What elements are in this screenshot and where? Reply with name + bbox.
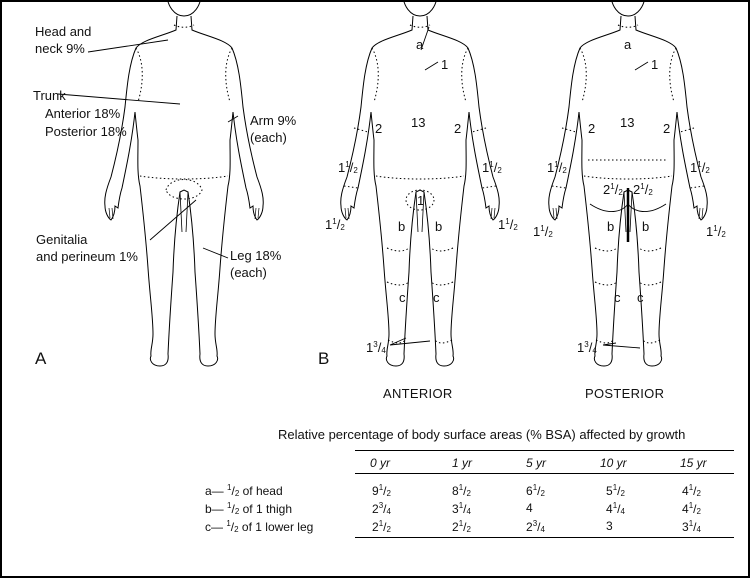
ant-leg-left-c: c — [399, 290, 406, 305]
ant-thigh-right-b: b — [435, 219, 443, 234]
post-buttock-left: $2^1/_2$ — [603, 182, 623, 197]
ant-upper-arm-left: 2 — [375, 121, 383, 136]
ant-forearm-right: $1^1/_2$ — [482, 160, 502, 175]
post-neck-1: 1 — [651, 57, 659, 72]
table-bottom-rule — [355, 537, 734, 538]
table-header-rule — [355, 473, 734, 474]
col-header-10yr: 10 yr — [600, 456, 627, 470]
arm-label-line2: (each) — [250, 130, 287, 145]
post-head-a: a — [624, 37, 632, 52]
post-forearm-right: $1^1/_2$ — [690, 160, 710, 175]
genitalia-label-line1: Genitalia — [36, 232, 88, 247]
post-hand-right: $1^1/_2$ — [706, 224, 726, 239]
ant-upper-arm-right: 2 — [454, 121, 462, 136]
panel-b-letter: B — [318, 349, 330, 368]
head-neck-label-line1: Head and — [35, 24, 92, 39]
post-upper-arm-right: 2 — [663, 121, 671, 136]
cell-c-0yr: $2^1/_2$ — [372, 519, 391, 534]
post-leg-right-c: c — [637, 290, 644, 305]
row-label-c: c— $^1/_2$ of 1 lower leg — [205, 519, 314, 534]
row-label-a: a— $^1/_2$ of head — [205, 483, 283, 498]
ant-head-a: a — [416, 37, 424, 52]
body-figure-a — [105, 0, 264, 366]
ant-trunk-13: 13 — [411, 115, 426, 130]
anterior-label: ANTERIOR — [383, 386, 453, 401]
post-thigh-left-b: b — [607, 219, 615, 234]
cell-b-15yr: $4^1/_2$ — [682, 501, 701, 516]
arm-label-line1: Arm 9% — [250, 113, 297, 128]
body-figure-anterior — [341, 0, 500, 366]
trunk-label: Trunk — [33, 88, 66, 103]
post-leg-left-c: c — [614, 290, 621, 305]
cell-b-1yr: $3^1/_4$ — [452, 501, 471, 516]
ant-leg-right-c: c — [433, 290, 440, 305]
post-trunk-13: 13 — [620, 115, 635, 130]
post-upper-arm-left: 2 — [588, 121, 596, 136]
cell-a-0yr: $9^1/_2$ — [372, 483, 391, 498]
cell-b-10yr: $4^1/_4$ — [606, 501, 625, 516]
table-title: Relative percentage of body surface areas (% BSA) affected by growth — [278, 427, 686, 442]
leg-label-line2: (each) — [230, 265, 267, 280]
ant-genitalia-1: 1 — [417, 193, 425, 208]
cell-a-15yr: $4^1/_2$ — [682, 483, 701, 498]
leader-lines-a — [58, 40, 238, 258]
cell-a-1yr: $8^1/_2$ — [452, 483, 471, 498]
post-hand-left: $1^1/_2$ — [533, 224, 553, 239]
posterior-label: POSTERIOR — [585, 386, 665, 401]
cell-c-5yr: $2^3/_4$ — [526, 519, 545, 534]
col-header-15yr: 15 yr — [680, 456, 707, 470]
ant-foot: $1^3/_4$ — [366, 340, 386, 355]
ant-hand-left: $1^1/_2$ — [325, 217, 345, 232]
cell-a-10yr: $5^1/_2$ — [606, 483, 625, 498]
ant-forearm-left: $1^1/_2$ — [338, 160, 358, 175]
ant-thigh-left-b: b — [398, 219, 406, 234]
leg-label-line1: Leg 18% — [230, 248, 282, 263]
panel-a-letter: A — [35, 349, 47, 368]
col-header-1yr: 1 yr — [452, 456, 473, 470]
trunk-anterior-label: Anterior 18% — [45, 106, 121, 121]
col-header-0yr: 0 yr — [370, 456, 391, 470]
cell-c-10yr: 3 — [606, 519, 613, 533]
cell-c-1yr: $2^1/_2$ — [452, 519, 471, 534]
post-thigh-right-b: b — [642, 219, 650, 234]
trunk-posterior-label: Posterior 18% — [45, 124, 127, 139]
body-figure-posterior — [549, 0, 708, 366]
row-label-b: b— $^1/_2$ of 1 thigh — [205, 501, 292, 516]
post-forearm-left: $1^1/_2$ — [547, 160, 567, 175]
ant-hand-right: $1^1/_2$ — [498, 217, 518, 232]
ant-neck-1: 1 — [441, 57, 449, 72]
post-buttock-right: $2^1/_2$ — [633, 182, 653, 197]
cell-c-15yr: $3^1/_4$ — [682, 519, 701, 534]
head-neck-label-line2: neck 9% — [35, 41, 85, 56]
genitalia-label-line2: and perineum 1% — [36, 249, 138, 264]
cell-a-5yr: $6^1/_2$ — [526, 483, 545, 498]
col-header-5yr: 5 yr — [526, 456, 547, 470]
cell-b-0yr: $2^3/_4$ — [372, 501, 391, 516]
cell-b-5yr: 4 — [526, 501, 533, 515]
table-top-rule — [355, 450, 734, 451]
post-foot: $1^3/_4$ — [577, 340, 597, 355]
